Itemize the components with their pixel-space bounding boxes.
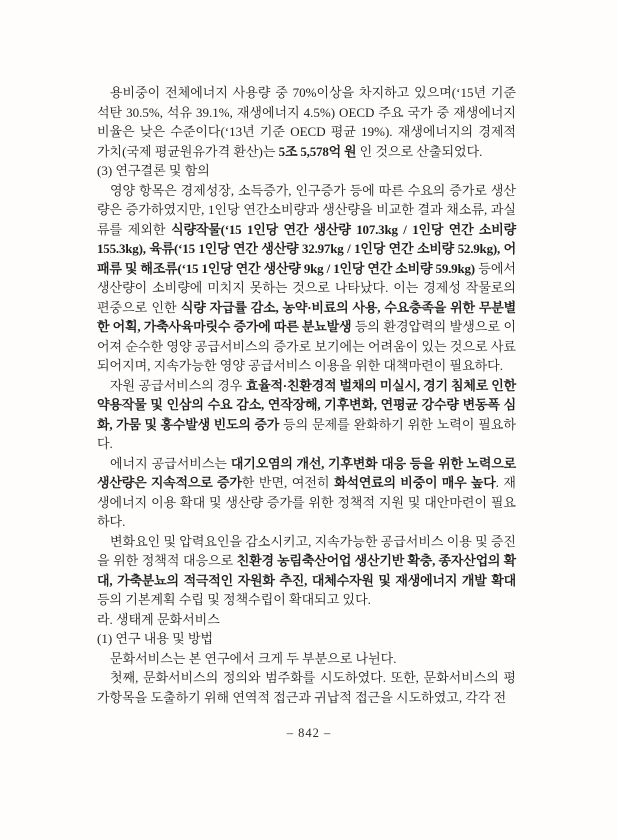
- heading-ecosystem-culture-service: 라. 생태계 문화서비스: [97, 611, 220, 627]
- text-run-bold: 대기오염의 개선, 기후변화 대응 등을 위한 노력으로 생산량은 지속적으로 증가: [97, 455, 516, 490]
- text-run: 등의 문제를 완화하기 위한 노력이 필요하다.: [97, 416, 516, 451]
- paragraph-culture-intro: 문화서비스는 본 연구에서 크게 두 부분으로 나뉜다.: [110, 650, 397, 666]
- paragraph-energy-value: [97, 83, 516, 161]
- paragraph-policy-response: [97, 532, 516, 610]
- heading-research-content-method: (1) 연구 내용 및 방법: [97, 631, 214, 646]
- text-run-bold: 효율적·친환경적 벌채의 미실시, 경기 침체로 인한 약용작물 및 인삼의 수요 감소, 연작장해, 기후변화, 연평균 강수량 변동폭 심화, 가뭄 및 홍수발생 빈도의 증가: [97, 377, 516, 432]
- text-run-bold: 친환경 농림축산어업 생산기반 확충, 종자산업의 확대, 가축분뇨의 적극적인 자원화 추진, 대체수자원 및 재생에너지 개발 확대: [97, 553, 516, 588]
- text-run: 영양 항목은 경제성장, 소득증가, 인구증가 등에 따른 수요의 증가로 생산량은 증가하였지만, 1인당 연간소비량과 생산량을 비교한 결과 채소류, 과실류를 제외한: [97, 182, 516, 237]
- heading-research-conclusion: (3) 연구결론 및 함의: [97, 163, 210, 178]
- text-run: 등의 환경압력의 발생으로 이어져 순수한 영양 공급서비스의 증가로 보기에는 어려움이 있는 것으로 사료되어지며, 지속가능한 영양 공급서비스 이용을 위한 대책마련이 필요하다.: [97, 319, 516, 373]
- text-run: 인 것으로 산출되었다.: [356, 143, 483, 159]
- paragraph-culture-first-part: 첫째, 문화서비스의 정의와 범주화를 시도하였다. 또한, 문화서비스의 평가항목을 도출하기 위해 연역적 접근과 귀납적 접근을 시도하였고, 각각 전: [97, 670, 516, 705]
- text-run: 변화요인 및 압력요인을 감소시키고, 지속가능한 공급서비스 이용 및 증진을 위한 정책적 대응으로: [97, 533, 516, 568]
- text-run-bold: 화석연료의 비중이 매우 높다: [334, 475, 496, 490]
- page-number: – 842 –: [286, 726, 332, 740]
- text-run: 에너지 공급서비스는: [110, 455, 231, 471]
- text-run: 용비중이 전체에너지 사용량 중 70%이상을 차지하고 있으며(‘15년 기준 석탄 30.5%, 석유 39.1%, 재생에너지 4.5%) OECD 주요 국가 중 재생에너지 비율은 낮은 수준이다(‘13년 기준 OECD 평균 19%). 재생에너지의 경제적 가치(국제 평균원유가격 환산)는: [97, 85, 516, 159]
- paragraph-nutrition: [97, 181, 516, 376]
- paragraph-resource-supply: [97, 376, 516, 454]
- text-block: [97, 83, 516, 707]
- text-run: 등의 기본계획 수립 및 정책수립이 확대되고 있다.: [97, 592, 371, 607]
- text-run-bold: 5조 5,578억 원: [278, 143, 357, 159]
- text-run: . 재생에너지 이용 확대 및 생산량 증가를 위한 정책적 지원 및 대안마련이 필요하다.: [97, 475, 516, 529]
- paragraph-energy-supply: [97, 454, 516, 532]
- text-run-bold: 식량작물(‘15 1인당 연간 생산량 107.3kg / 1인당 연간 소비량 155.3kg), 육류(‘15 1인당 연간 생산량 32.97kg / 1인당 연간 소비량 52.9kg), 어패류 및 해조류(‘15 1인당 연간 생산량 9kg / 1인당 연간 소비량 59.9kg): [97, 221, 516, 276]
- text-run-bold: 식량 자급률 감소, 농약·비료의 사용, 수요충족을 위한 무분별한 어획, 가축사육마릿수 증가에 따른 분뇨발생: [97, 299, 516, 334]
- text-run: 등에서 생산량이 소비량에 미치지 못하는 것으로 나타났다. 이는 경제성 작물로의 편중으로 인한: [97, 260, 516, 315]
- text-run: 자원 공급서비스의 경우: [110, 377, 246, 393]
- text-run: 한 반면, 여전히: [241, 475, 335, 490]
